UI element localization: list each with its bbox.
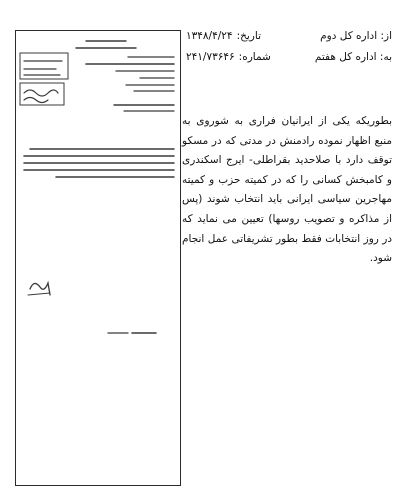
memo-header (186, 26, 392, 68)
header-row-to-number (186, 47, 392, 68)
number-value: ۲۴۱/۷۳۶۴۶ (186, 51, 235, 63)
number-label: شماره: (238, 51, 271, 63)
date-label: تاریخ: (236, 30, 261, 42)
date-value: ۱۳۴۸/۴/۲۴ (186, 30, 233, 42)
header-row-from-date (186, 26, 392, 47)
from-office: از: اداره کل دوم (320, 30, 392, 42)
to-office: به: اداره کل هفتم (314, 51, 392, 63)
scan-markings (16, 31, 182, 487)
memo-body: بطوریکه یکی از ایرانیان فراری به شوروی به منبع اظهار نموده رادمنش در مدتی که در مسکو توقف دارد با صلاحدید بقراطلی- ایرج اسکندری و کامبخش کسانی را که در کمیته حزب و کمیته مهاجرین سیاسی ایرانی باید انتخاب شوند (پس از مذاکره و تصویب روسها) تعیین می نماید که در روز انتخابات فقط بطور تشریفاتی عمل انجام شود. (182, 115, 392, 265)
scanned-document-thumbnail (15, 30, 181, 486)
